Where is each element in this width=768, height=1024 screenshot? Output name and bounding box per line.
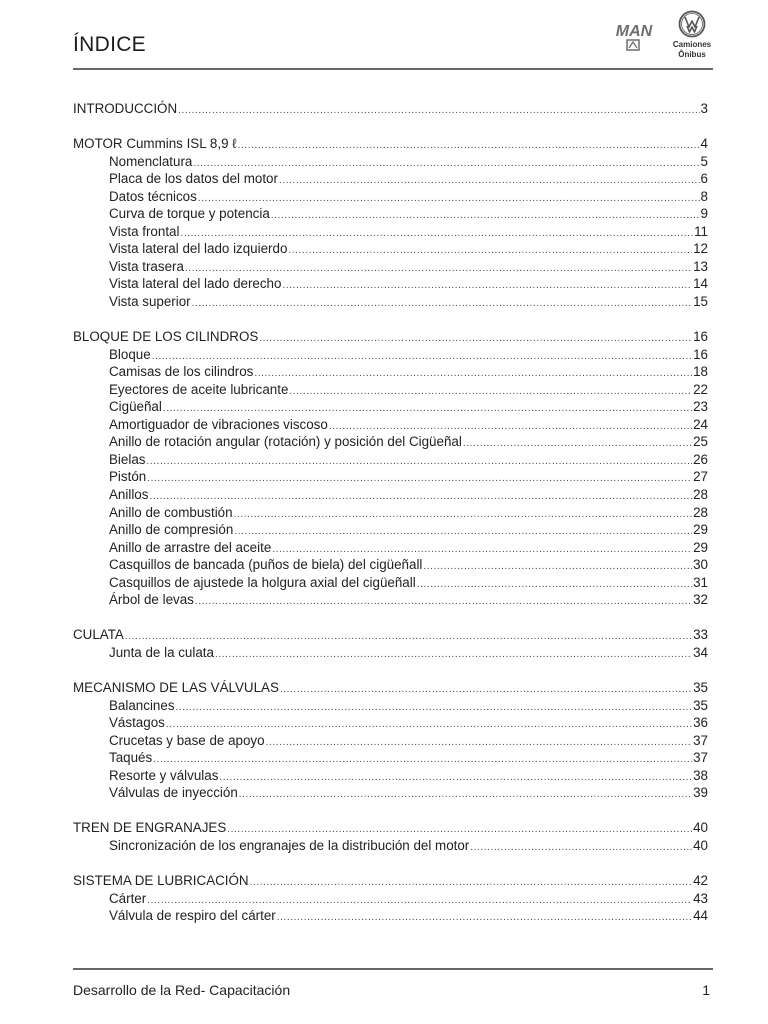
toc-page-number: 43 xyxy=(693,890,708,906)
toc-dot-leader xyxy=(234,523,692,541)
toc-dot-leader xyxy=(463,435,692,453)
brand-caption xyxy=(668,40,716,60)
toc-subentry xyxy=(73,697,708,715)
toc-entry-label: Nomenclatura xyxy=(109,153,193,169)
toc-subentry xyxy=(73,539,708,557)
brand-caption-line2: Ônibus xyxy=(678,50,706,59)
toc-dot-leader xyxy=(153,751,692,769)
section-gap xyxy=(73,609,708,627)
toc-page-number: 37 xyxy=(693,732,708,748)
toc-entry-label: Válvula de respiro del cárter xyxy=(109,908,276,924)
toc-dot-leader xyxy=(280,681,692,699)
toc-page-number: 36 xyxy=(693,715,708,731)
toc-page-number: 22 xyxy=(693,381,708,397)
toc-page-number: 3 xyxy=(700,101,708,116)
toc-dot-leader xyxy=(219,769,692,787)
toc-page-number: 6 xyxy=(700,171,708,187)
toc-subentry xyxy=(73,907,708,925)
toc-page-number: 35 xyxy=(693,697,708,713)
toc-entry-label: Vista frontal xyxy=(109,223,180,239)
toc-dot-leader xyxy=(146,453,692,471)
brand-caption-line1: Camiones xyxy=(672,40,712,49)
toc-page-number: 5 xyxy=(700,153,708,169)
toc-entry-label: Vista lateral del lado derecho xyxy=(109,276,282,292)
toc-dot-leader xyxy=(423,558,692,576)
toc-dot-leader xyxy=(215,646,692,664)
toc-dot-leader xyxy=(254,365,692,383)
toc-subentry xyxy=(73,749,708,767)
toc-entry-label: Anillo de compresión xyxy=(109,522,234,538)
page-title: ÍNDICE xyxy=(73,33,146,56)
toc-section-entry xyxy=(73,679,708,697)
toc-subentry xyxy=(73,767,708,785)
toc-subentry xyxy=(73,837,708,855)
toc-section-entry xyxy=(73,100,708,118)
toc-dot-leader xyxy=(470,839,692,857)
toc-subentry xyxy=(73,433,708,451)
toc-entry-label: Placa de los datos del motor xyxy=(109,171,278,187)
toc-page-number: 37 xyxy=(693,750,708,766)
toc-entry-label: Cigüeñal xyxy=(109,399,162,415)
toc-entry-label: Anillos xyxy=(109,487,149,503)
toc-subentry xyxy=(73,714,708,732)
toc-entry-label: BLOQUE DE LOS CILINDROS xyxy=(73,329,259,345)
toc-entry-label: Árbol de levas xyxy=(109,592,194,608)
toc-page-number: 40 xyxy=(693,820,708,836)
toc-subentry xyxy=(73,240,708,258)
toc-subentry xyxy=(73,574,708,592)
svg-text:MAN: MAN xyxy=(615,23,653,40)
toc-entry-label: Balancines xyxy=(109,697,175,713)
toc-dot-leader xyxy=(195,593,692,611)
toc-dot-leader xyxy=(178,102,699,120)
toc-page-number: 26 xyxy=(693,451,708,467)
section-gap xyxy=(73,662,708,680)
toc-entry-label: Cárter xyxy=(109,890,147,906)
toc-page-number: 28 xyxy=(693,504,708,520)
toc-entry-label: Casquillos de ajustede la holgura axial del cigüeñall xyxy=(109,574,416,590)
toc-subentry xyxy=(73,398,708,416)
toc-dot-leader xyxy=(239,786,692,804)
toc-page-number: 38 xyxy=(693,767,708,783)
toc-subentry xyxy=(73,644,708,662)
toc-dot-leader xyxy=(279,172,700,190)
toc-entry-label: Curva de torque y potencia xyxy=(109,206,270,222)
toc-subentry xyxy=(73,486,708,504)
toc-dot-leader xyxy=(259,330,692,348)
toc-page-number: 23 xyxy=(693,399,708,415)
vw-logo xyxy=(678,10,706,38)
toc-subentry xyxy=(73,504,708,522)
toc-dot-leader xyxy=(266,734,693,752)
toc-subentry xyxy=(73,293,708,311)
section-gap xyxy=(73,855,708,873)
toc-subentry xyxy=(73,363,708,381)
toc-section-entry xyxy=(73,135,708,153)
toc-subentry xyxy=(73,223,708,241)
toc-entry-label: Amortiguador de vibraciones viscoso xyxy=(109,416,328,432)
toc-subentry xyxy=(73,732,708,750)
toc-entry-label: Vástagos xyxy=(109,715,165,731)
toc-entry-label: TREN DE ENGRANAJES xyxy=(73,820,227,836)
toc-section-entry xyxy=(73,872,708,890)
toc-page-number: 16 xyxy=(693,329,708,345)
toc-dot-leader xyxy=(271,207,700,225)
toc-entry-label: Pistón xyxy=(109,469,147,485)
toc-entry-label: MECANISMO DE LAS VÁLVULAS xyxy=(73,680,279,696)
toc-subentry xyxy=(73,205,708,223)
toc-entry-label: Resorte y válvulas xyxy=(109,767,219,783)
footer-page-number: 1 xyxy=(702,982,710,998)
toc-entry-label: INTRODUCCIÓN xyxy=(73,101,178,116)
toc-entry-label: CULATA xyxy=(73,627,124,643)
toc-subentry xyxy=(73,521,708,539)
toc-subentry xyxy=(73,346,708,364)
toc-subentry xyxy=(73,556,708,574)
toc-page-number: 4 xyxy=(700,136,708,152)
toc-page-number: 33 xyxy=(693,627,708,643)
toc-page-number: 40 xyxy=(693,837,708,853)
toc-entry-label: Datos técnicos xyxy=(109,188,197,204)
toc-subentry xyxy=(73,275,708,293)
section-gap xyxy=(73,311,708,329)
toc-subentry xyxy=(73,784,708,802)
toc-page-number: 11 xyxy=(694,223,708,239)
toc-page-number: 44 xyxy=(693,908,708,924)
toc-page-number: 15 xyxy=(693,294,708,310)
toc-page-number: 31 xyxy=(693,574,708,590)
toc-entry-label: Vista superior xyxy=(109,294,191,310)
toc-entry-label: Sincronización de los engranajes de la distribución del motor xyxy=(109,837,470,853)
toc-entry-label: Junta de la culata xyxy=(109,644,214,660)
toc-page-number: 30 xyxy=(693,557,708,573)
toc-entry-label: SISTEMA DE LUBRICACIÓN xyxy=(73,873,249,889)
footer-text: Desarrollo de la Red- Capacitación xyxy=(73,982,291,998)
toc-dot-leader xyxy=(250,874,692,892)
toc-dot-leader xyxy=(238,137,700,155)
toc-page-number: 25 xyxy=(693,434,708,450)
toc-page-number: 24 xyxy=(693,416,708,432)
toc-section-entry xyxy=(73,626,708,644)
toc-subentry xyxy=(73,153,708,171)
toc-page-number: 28 xyxy=(693,487,708,503)
toc-subentry xyxy=(73,381,708,399)
toc-entry-label: Camisas de los cilindros xyxy=(109,364,254,380)
toc-entry-label: Eyectores de aceite lubricante xyxy=(109,381,289,397)
toc-dot-leader xyxy=(198,190,700,208)
toc-entry-label: Anillo de rotación angular (rotación) y posición del Cigüeñal xyxy=(109,434,462,450)
toc-page-number: 34 xyxy=(693,644,708,660)
toc-page-number: 29 xyxy=(693,522,708,538)
toc-dot-leader xyxy=(289,383,692,401)
toc-entry-label: Casquillos de bancada (puños de biela) del cigüeñall xyxy=(109,557,423,573)
toc-entry-label: Anillo de combustión xyxy=(109,504,233,520)
toc-entry-label: Válvulas de inyección xyxy=(109,785,238,801)
toc-subentry xyxy=(73,591,708,609)
toc-subentry xyxy=(73,451,708,469)
toc-page-number: 14 xyxy=(693,276,708,292)
toc-page-number: 39 xyxy=(693,785,708,801)
brand-logos xyxy=(600,8,712,63)
toc-section-entry xyxy=(73,328,708,346)
toc-subentry xyxy=(73,258,708,276)
toc-subentry xyxy=(73,188,708,206)
toc-dot-leader xyxy=(234,506,693,524)
toc-dot-leader xyxy=(417,576,692,594)
toc-page-number: 27 xyxy=(693,469,708,485)
toc-page-number: 8 xyxy=(700,188,708,204)
toc-page-number: 29 xyxy=(693,539,708,555)
toc-page-number: 42 xyxy=(693,873,708,889)
section-gap xyxy=(73,802,708,820)
toc-subentry xyxy=(73,170,708,188)
toc-page-number: 35 xyxy=(693,680,708,696)
toc-dot-leader xyxy=(277,909,692,927)
toc-page-number: 16 xyxy=(693,346,708,362)
toc-page-number: 9 xyxy=(700,206,708,222)
toc-entry-label: Taqués xyxy=(109,750,153,766)
footer-divider xyxy=(73,968,713,970)
toc-page-number: 13 xyxy=(693,258,708,274)
toc-page-number: 12 xyxy=(693,241,708,257)
toc-dot-leader xyxy=(288,242,692,260)
toc-section-entry xyxy=(73,819,708,837)
toc-dot-leader xyxy=(176,699,693,717)
toc-entry-label: Bloque xyxy=(109,346,151,362)
toc-subentry xyxy=(73,416,708,434)
toc-entry-label: Anillo de arrastre del aceite xyxy=(109,539,272,555)
table-of-contents xyxy=(73,100,708,925)
man-logo xyxy=(602,20,666,54)
toc-dot-leader xyxy=(192,295,692,313)
toc-dot-leader xyxy=(147,470,692,488)
toc-subentry xyxy=(73,468,708,486)
toc-entry-label: Bielas xyxy=(109,451,146,467)
toc-entry-label: Vista lateral del lado izquierdo xyxy=(109,241,288,257)
toc-entry-label: MOTOR Cummins ISL 8,9 ℓ xyxy=(73,136,237,152)
section-gap xyxy=(73,118,708,136)
toc-subentry xyxy=(73,890,708,908)
toc-page-number: 18 xyxy=(693,364,708,380)
toc-page-number: 32 xyxy=(693,592,708,608)
header-divider xyxy=(73,68,713,70)
toc-dot-leader xyxy=(282,277,692,295)
toc-entry-label: Vista trasera xyxy=(109,258,184,274)
toc-entry-label: Crucetas y base de apoyo xyxy=(109,732,265,748)
